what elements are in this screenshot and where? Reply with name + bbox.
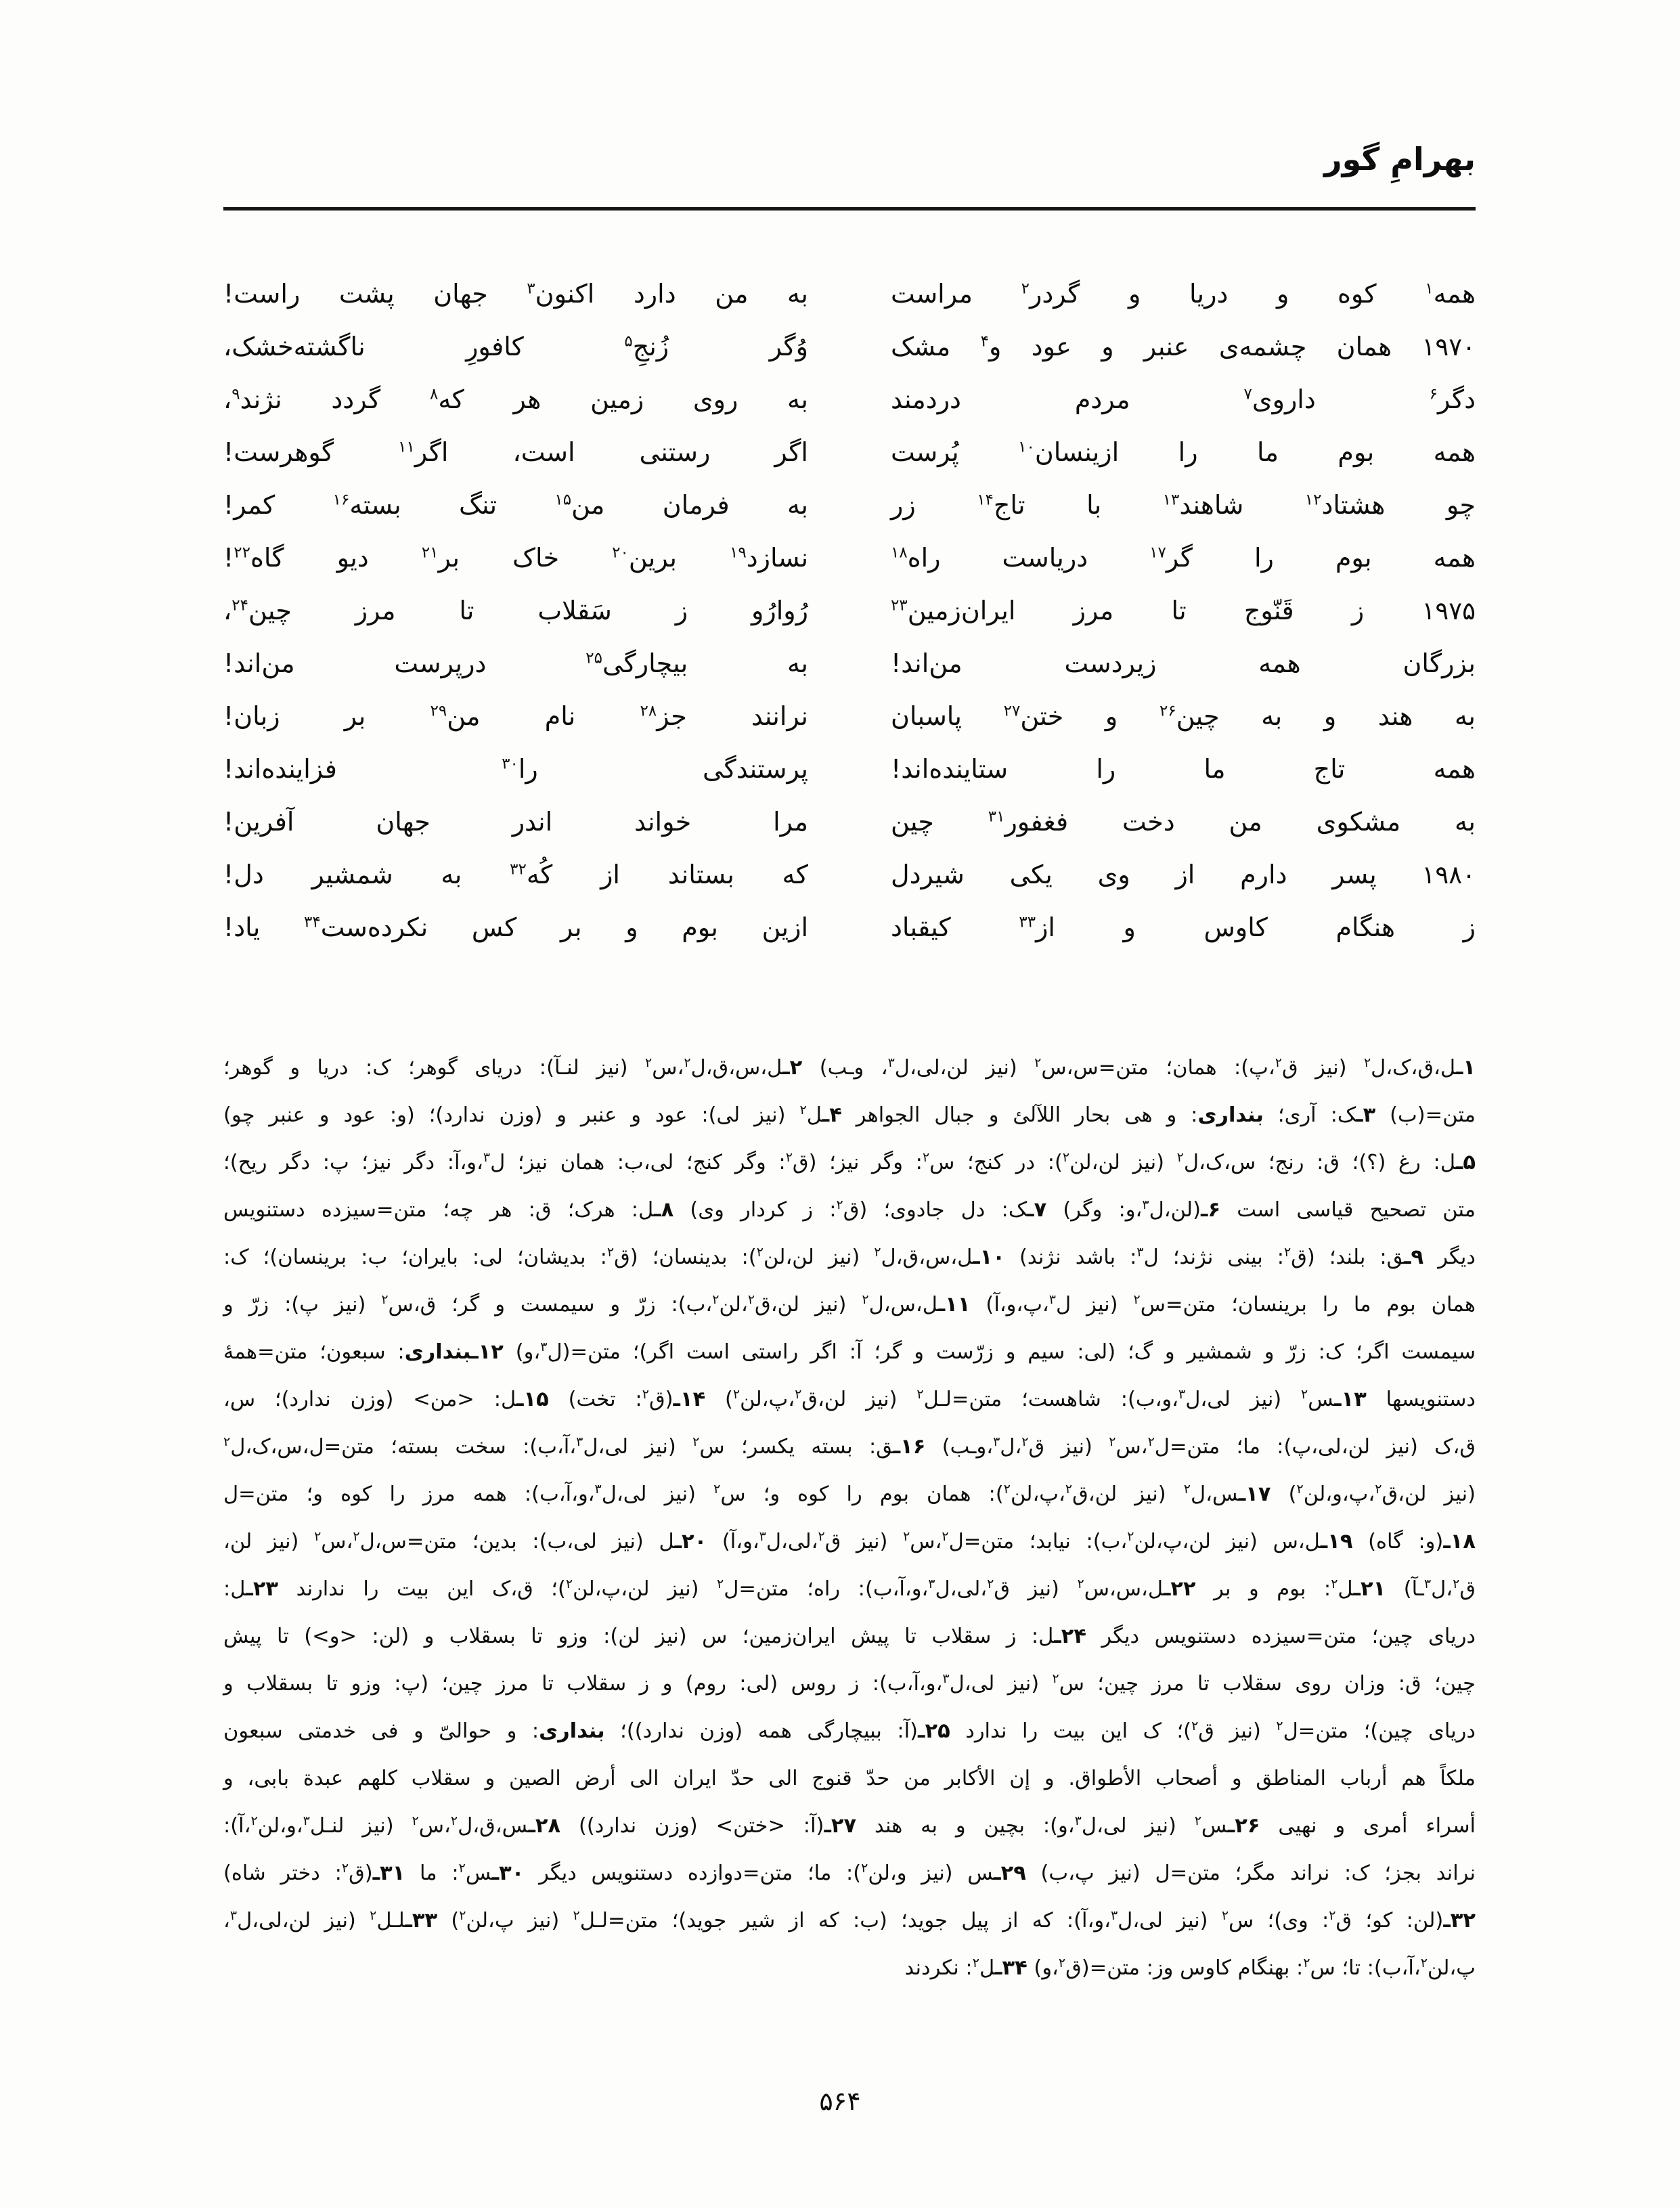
verse-row: [223, 690, 1476, 743]
footnote-line: پ،لن$^۲$،آ،ب): تا؛ س$^۲$: بهنگام کاوس وز: متن=(ق$^۲$،و) ۳۴ـل$^۲$: نکردند: [904, 1955, 1476, 1980]
footnote-line: أسراء أمری و نهیی ۲۶ـس$^۲$ (نیز لی،ل$^۳$،و): بچین و به هند ۲۷ـ(آ: <ختن> (وزن ندارد)) ۲۸ـس،ق،ل$^۲$،س$^۲$ (نیز لنـل$^۳$،و،لن$^۲$،آ):: [223, 1813, 1476, 1838]
verse-row: [223, 901, 1476, 954]
hemistich-left: اگر رستنی است، اگر$^{۱۱}$ گوهرست!: [223, 437, 808, 467]
hemistich-left: نرانند جز$^{۲۸}$ نام من$^{۲۹}$ بر زبان!: [223, 701, 808, 731]
header-rule: [223, 207, 1476, 211]
verse-row: [223, 584, 1476, 637]
footnote-line: (نیز لن،ق$^۲$،پ،و،لن$^۲$) ۱۷ـس،ل$^۲$ (نیز لن،ق$^۲$،پ،لن$^۲$): همان بوم را کوه و؛ س$^۲$ (نیز لی،ل$^۳$،و،آ،ب): همه مرز را کوه و؛ متن=ل: [223, 1481, 1476, 1506]
hemistich-left: رُوارُو ز سَقلاب تا مرز چین$^{۲۴}$،: [223, 596, 808, 625]
verse-row: [223, 637, 1476, 690]
verse-number: ۱۹۸۰: [1421, 860, 1476, 889]
hemistich-left: به بیچارگی$^{۲۵}$ درپرست من‌اند!: [223, 648, 808, 678]
hemistich-right: دگر$^۶$ داروی$^۷$ مردم دردمند: [891, 384, 1476, 414]
hemistich-right: چو هشتاد$^{۱۲}$ شاهند$^{۱۳}$ با تاج$^{۱۴}$ زر: [891, 490, 1476, 520]
hemistich-right: همه بوم را گر$^{۱۷}$ دریاست راه$^{۱۸}$: [891, 543, 1476, 573]
footnote-line: دریای چین)؛ متن=ل$^۲$ (نیز ق$^۲$)؛ ک این بیت را ندارد ۲۵ـ(آ: ببیچارگی همه (وزن ندارد))؛ بنداری: و حوالیّ و فی خدمتی سبعون: [223, 1718, 1476, 1743]
hemistich-right: همه$^۱$ کوه و دریا و گردر$^۲$ مراست: [891, 279, 1476, 309]
hemistich-right: همه بوم ما را ازینسان$^{۱۰}$ پُرست: [891, 437, 1476, 467]
footnote-line: متن=(ب) ۳ـک: آری؛ بنداری: و هی بحار اللآلئ و جبال الجواهر ۴ـل$^۲$ (نیز لی): عود و عنبر و (وزن ندارد)؛ (و: عود و عنبر چو): [223, 1102, 1476, 1127]
hemistich-left: نسازد$^{۱۹}$ برین$^{۲۰}$ خاک بر$^{۲۱}$ دیو گاه$^{۲۲}$!: [223, 543, 809, 573]
hemistich-right: به هند و به چین$^{۲۶}$ و ختن$^{۲۷}$ پاسبان: [891, 701, 1476, 731]
footnote-line: ق$^۲$،ل$^۳$ـآ) ۲۱ـل$^۲$: بوم و بر ۲۲ـل،س،س$^۲$ (نیز ق$^۲$،لی،ل$^۳$،و،آ،ب): راه؛ متن=ل$^۲$ (نیز لن،پ،لن$^۲$)؛ ق،ک این بیت را ندارند ۲۳ـل:: [223, 1576, 1476, 1601]
hemistich-left: وُگر زُنجِ$^۵$ کافورِ ناگشته‌خشک،: [223, 332, 809, 361]
footnote-line: سیمست اگر؛ ک: زرّ و شمشیر و گ؛ (لی: سیم و زرّست و گر؛ آ: اگر راستی است اگر)؛ متن=(ل$^۳$،و) ۱۲ـبنداری: سبعون؛ متن=همهٔ: [223, 1339, 1476, 1364]
hemistich-left: که بستاند از کُه$^{۳۲}$ به شمشیر دل!: [223, 860, 808, 889]
footnotes: [223, 1044, 1476, 1992]
hemistich-left: به من دارد اکنون$^۳$ جهان پشت راست!: [223, 279, 809, 309]
hemistich-right: ۱۹۷۵ ز قَنّوج تا مرز ایران‌زمین$^{۲۳}$: [891, 596, 1476, 625]
footnote-line: دستنویسها ۱۳ـس$^۲$ (نیز لی،ل$^۳$،و،ب): شاهست؛ متن=لـل$^۲$ (نیز لن،ق$^۲$،پ،لن$^۲$) ۱۴ـ(ق$^۲$: تخت) ۱۵ـل: <من> (وزن ندارد)؛ س،: [223, 1386, 1476, 1411]
hemistich-right: همه تاج ما را ستاینده‌اند!: [891, 754, 1476, 784]
verse-row: [223, 373, 1476, 426]
verse-row: [223, 320, 1476, 373]
hemistich-left: ازین بوم و بر کس نکرده‌ست$^{۳۴}$ یاد!: [223, 912, 809, 942]
hemistich-right: بزرگان همه زیردست من‌اند!: [891, 648, 1476, 678]
hemistich-right: ۱۹۸۰ پسر دارم از وی یکی شیردل: [891, 860, 1476, 889]
verse-number: ۱۹۷۵: [1421, 596, 1476, 625]
footnote-line: ۵ـل: رغ (؟)؛ ق: رنج؛ س،ک،ل$^۲$ (نیز لن،لن$^۲$): در کنج؛ س$^۲$: وگر نیز؛ (ق$^۲$: وگر کنج؛ لی،ب: همان نیز؛ ل$^۳$،و،آ: دگر نیز؛ پ: دگر ریح)؛: [223, 1149, 1476, 1174]
footnote-line: چین؛ ق: وزان روی سقلاب تا مرز چین؛ س$^۲$ (نیز لی،ل$^۳$،و،آ،ب): ز روس (لی: روم) و ز سقلاب تا مرز چین؛ (پ: وزو تا بسقلاب و: [223, 1671, 1476, 1696]
hemistich-left: به فرمان من$^{۱۵}$ تنگ بسته$^{۱۶}$ کمر!: [223, 490, 808, 520]
verse-row: [223, 795, 1476, 848]
page-title: بهرامِ گور: [1324, 141, 1476, 177]
hemistich-right: ز هنگام کاوس و از$^{۳۳}$ کیقباد: [891, 912, 1476, 942]
footnote-line: متن تصحیح قیاسی است ۶ـ(لن،ل$^۳$،و: وگر) ۷ـک: دل جادوی؛ (ق$^۲$: ز کردار وی) ۸ـل: هرک؛ ق: هر چه؛ متن=سیزده دستنویس: [223, 1197, 1476, 1222]
footnote-line: همان بوم ما را برینسان؛ متن=س$^۲$ (نیز ل$^۳$،پ،و،آ) ۱۱ـل،س،ل$^۲$ (نیز لن،ق$^۲$،لن$^۲$،ب): زرّ و سیمست و گر؛ ق،س$^۲$ (نیز پ): زرّ و: [223, 1291, 1476, 1317]
hemistich-left: به روی زمین هر که$^۸$ گردد نژند$^۹$،: [223, 384, 808, 414]
footnote-line: ۱ـل،ق،ک،ل$^۲$ (نیز ق$^۲$،پ): همان؛ متن=س،س$^۲$ (نیز لن،لی،ل$^۳$، وـب) ۲ـل،س،ق،ل$^۲$،س$^۲$ (نیز لنـآ): دریای گوهر؛ ک: دریا و گوهر؛: [223, 1055, 1476, 1080]
footnote-line: دیگر ۹ـق: بلند؛ (ق$^۲$: بینی نژند؛ ل$^۳$: باشد نژند) ۱۰ـل،س،ق،ل$^۲$ (نیز لن،لن$^۲$): بدینسان؛ (ق$^۲$: بدیشان؛ لی: بایران؛ ب: برینسان)؛ ک:: [223, 1244, 1476, 1269]
hemistich-right: ۱۹۷۰ همان چشمه‌ی عنبر و عود و$^۴$ مشک: [891, 332, 1476, 361]
verse-number: ۱۹۷۰: [1421, 332, 1476, 361]
verse-row: [223, 531, 1476, 584]
footnote-line: ملکاً هم أرباب المناطق و أصحاب الأطواق. و إن الأکابر من حدّ قنوج الی حدّ ایران الی أرض الصین و سقلاب کلهم عبدة بابی، و: [223, 1767, 1476, 1790]
hemistich-left: پرستندگی را$^{۳۰}$ فزاینده‌اند!: [223, 754, 808, 784]
verse-row: [223, 743, 1476, 795]
verse-row: [223, 267, 1476, 320]
footnote-line: نراند بجز؛ ک: نراند مگر؛ متن=ل (نیز پ،ب) ۲۹ـس (نیز و،لن$^۲$): ما؛ متن=دوازده دستنویس دیگر ۳۰ـس$^۲$: ما ۳۱ـ(ق$^۲$: دختر شاه): [223, 1860, 1476, 1885]
hemistich-right: به مشکوی من دخت فغفور$^{۳۱}$ چین: [891, 807, 1476, 837]
page-number: ۵۶۴: [819, 2086, 861, 2116]
footnote-line: دریای چین؛ متن=سیزده دستنویس دیگر ۲۴ـل: ز سقلاب تا پیش ایران‌زمین؛ س (نیز لن): وزو تا بسقلاب و (لن: <و>) تا پیش: [223, 1625, 1476, 1648]
footnote-line: ق،ک (نیز لن،لی،پ): ما؛ متن=ل$^۲$،س$^۲$ (نیز ق$^۲$،ل$^۳$،وـب) ۱۶ـق: بسته یکسر؛ س$^۲$ (نیز لی،ل$^۳$،آ،ب): سخت بسته؛ متن=ل،س،ک،ل$^۲$: [223, 1434, 1476, 1459]
hemistich-left: مرا خواند اندر جهان آفرین!: [223, 807, 808, 837]
verse-row: [223, 479, 1476, 531]
poetry: [223, 267, 1476, 954]
page-header: [223, 0, 1476, 177]
footnote-line: ۳۲ـ(لن: کو؛ ق$^۲$: وی)؛ س$^۲$ (نیز لی،ل$^۳$،و،آ): که از پیل جوید؛ (ب: که از شیر جوید)؛ متن=لـل$^۲$ (نیز پ،لن$^۲$) ۳۳ـلـل$^۲$ (نیز لن،لی،ل$^۳$،: [223, 1907, 1476, 1933]
verse-row: [223, 848, 1476, 901]
verse-row: [223, 426, 1476, 479]
footnote-line: ۱۸ـ(و: گاه) ۱۹ـل،س (نیز لن،پ،لن$^۲$،ب): نیابد؛ متن=ل$^۲$،س$^۲$ (نیز ق$^۲$،لی،ل$^۳$،و،آ) ۲۰ـل (نیز لی،ب): بدین؛ متن=س،ل$^۲$،س$^۲$ (نیز لن،: [223, 1528, 1476, 1553]
